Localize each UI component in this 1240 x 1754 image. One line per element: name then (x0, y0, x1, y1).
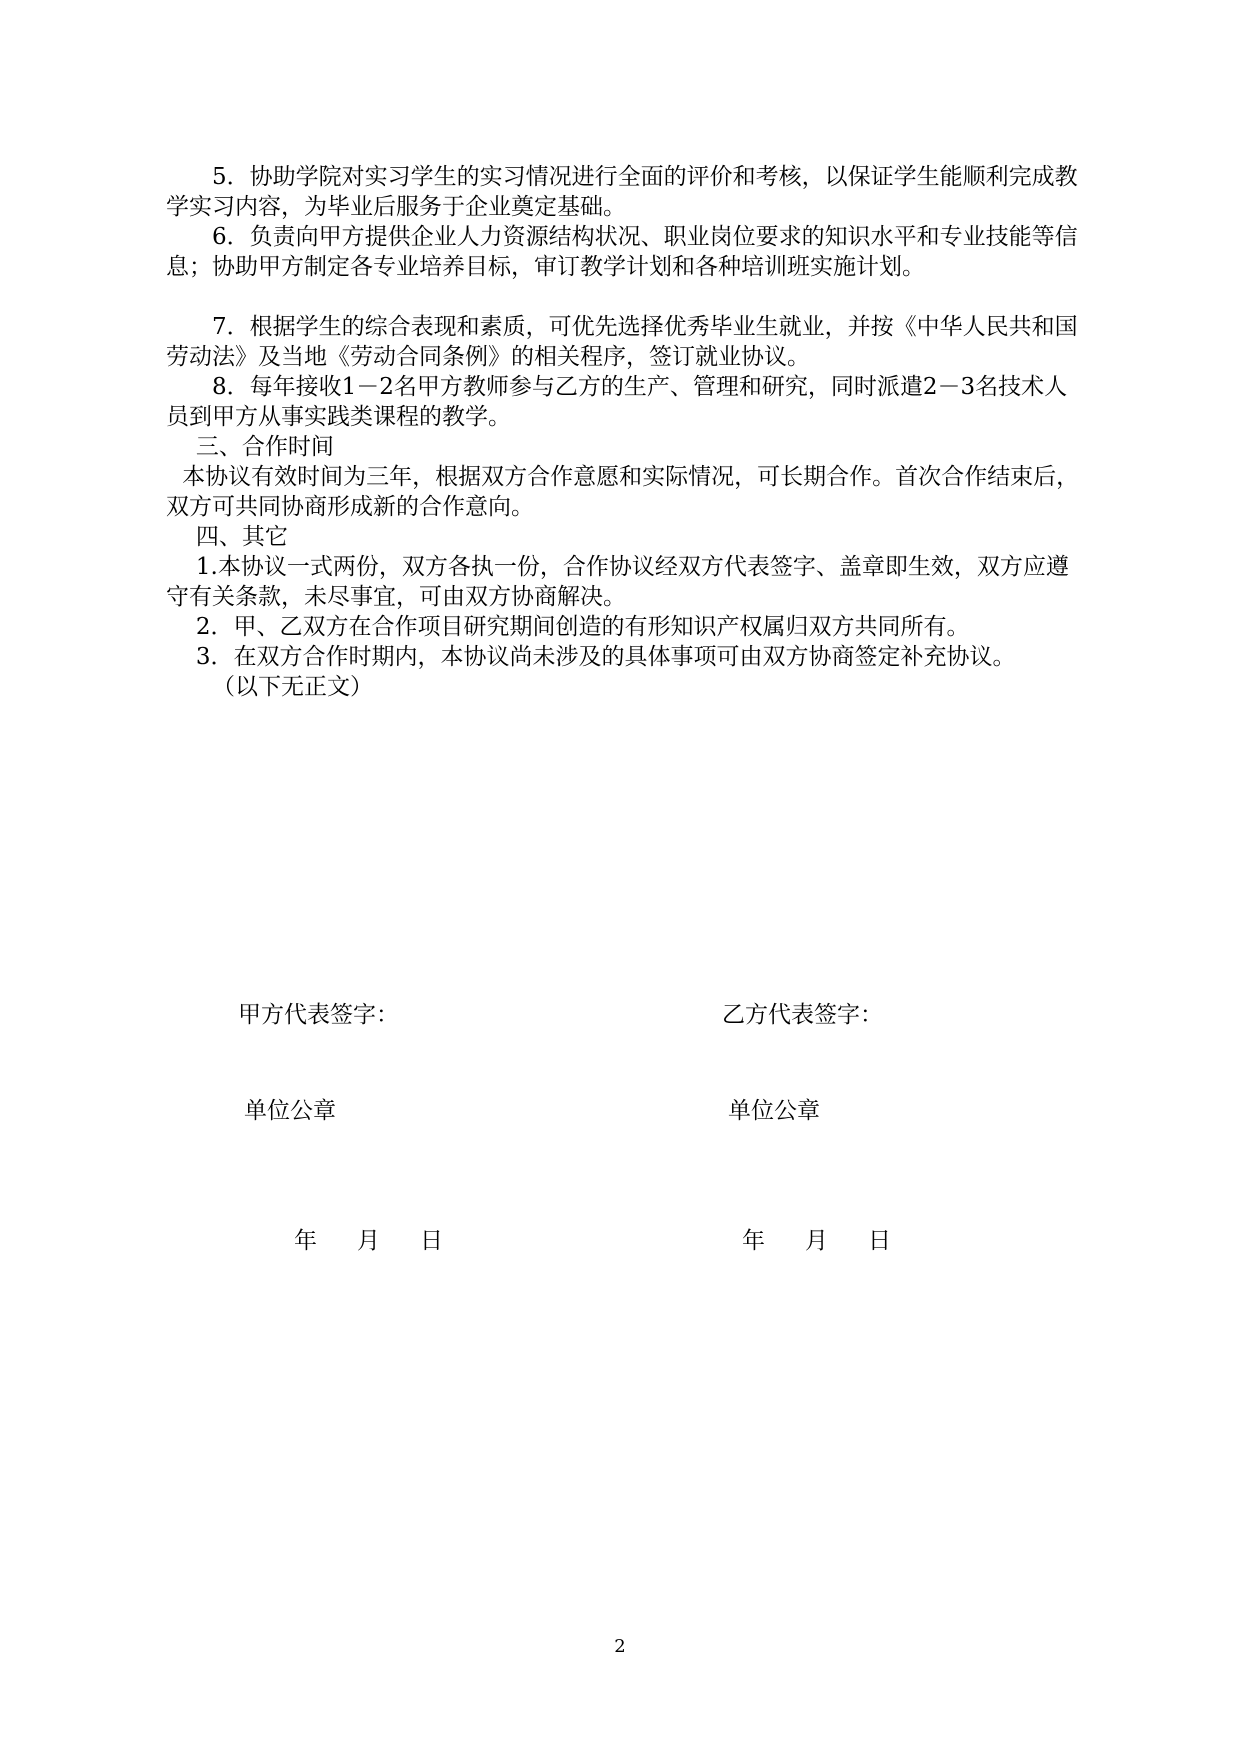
day-label: 日 (868, 1228, 891, 1254)
party-a-seal-label: 单位公章 (244, 1098, 336, 1124)
agreement-body (166, 162, 1080, 702)
blank-line (166, 282, 1080, 312)
year-label: 年 (742, 1228, 765, 1254)
party-a-signature-label: 甲方代表签字： (238, 1002, 399, 1028)
clause-7: 7．根据学生的综合表现和素质，可优先选择优秀毕业生就业，并按《中华人民共和国劳动法》及当地《劳动合同条例》的相关程序，签订就业协议。 (166, 314, 1078, 370)
cooperation-time-text: 本协议有效时间为三年，根据双方合作意愿和实际情况，可长期合作。首次合作结束后，双方可共同协商形成新的合作意向。 (166, 464, 1080, 520)
day-label: 日 (420, 1228, 443, 1254)
clause-8: 8．每年接收1－2名甲方教师参与乙方的生产、管理和研究，同时派遣2－3名技术人员到甲方从事实践类课程的教学。 (166, 374, 1068, 430)
clause-5: 5．协助学院对实习学生的实习情况进行全面的评价和考核，以保证学生能顺利完成教学实习内容，为毕业后服务于企业奠定基础。 (166, 164, 1078, 220)
section-heading-3: 三、合作时间 (195, 434, 334, 460)
clause-6: 6．负责向甲方提供企业人力资源结构状况、职业岗位要求的知识水平和专业技能等信息；协助甲方制定各专业培养目标，审订教学计划和各种培训班实施计划。 (166, 224, 1078, 280)
party-b-date (742, 1226, 891, 1256)
party-a-date (294, 1226, 443, 1256)
other-clause-3: 3．在双方合作时期内，本协议尚未涉及的具体事项可由双方协商签定补充协议。 (195, 644, 1016, 670)
party-b-signature-label: 乙方代表签字： (722, 1002, 883, 1028)
month-label: 月 (357, 1228, 380, 1254)
other-clause-2: 2．甲、乙双方在合作项目研究期间创造的有形知识产权属归双方共同所有。 (195, 614, 970, 640)
party-b-seal-label: 单位公章 (728, 1098, 820, 1124)
month-label: 月 (805, 1228, 828, 1254)
year-label: 年 (294, 1228, 317, 1254)
end-of-text-note: （以下无正文） (212, 674, 373, 700)
page-number: 2 (614, 1636, 626, 1657)
section-heading-4: 四、其它 (195, 524, 288, 550)
other-clause-1: 1.本协议一式两份，双方各执一份，合作协议经双方代表签字、盖章即生效，双方应遵守有关条款，未尽事宜，可由双方协商解决。 (166, 554, 1069, 610)
